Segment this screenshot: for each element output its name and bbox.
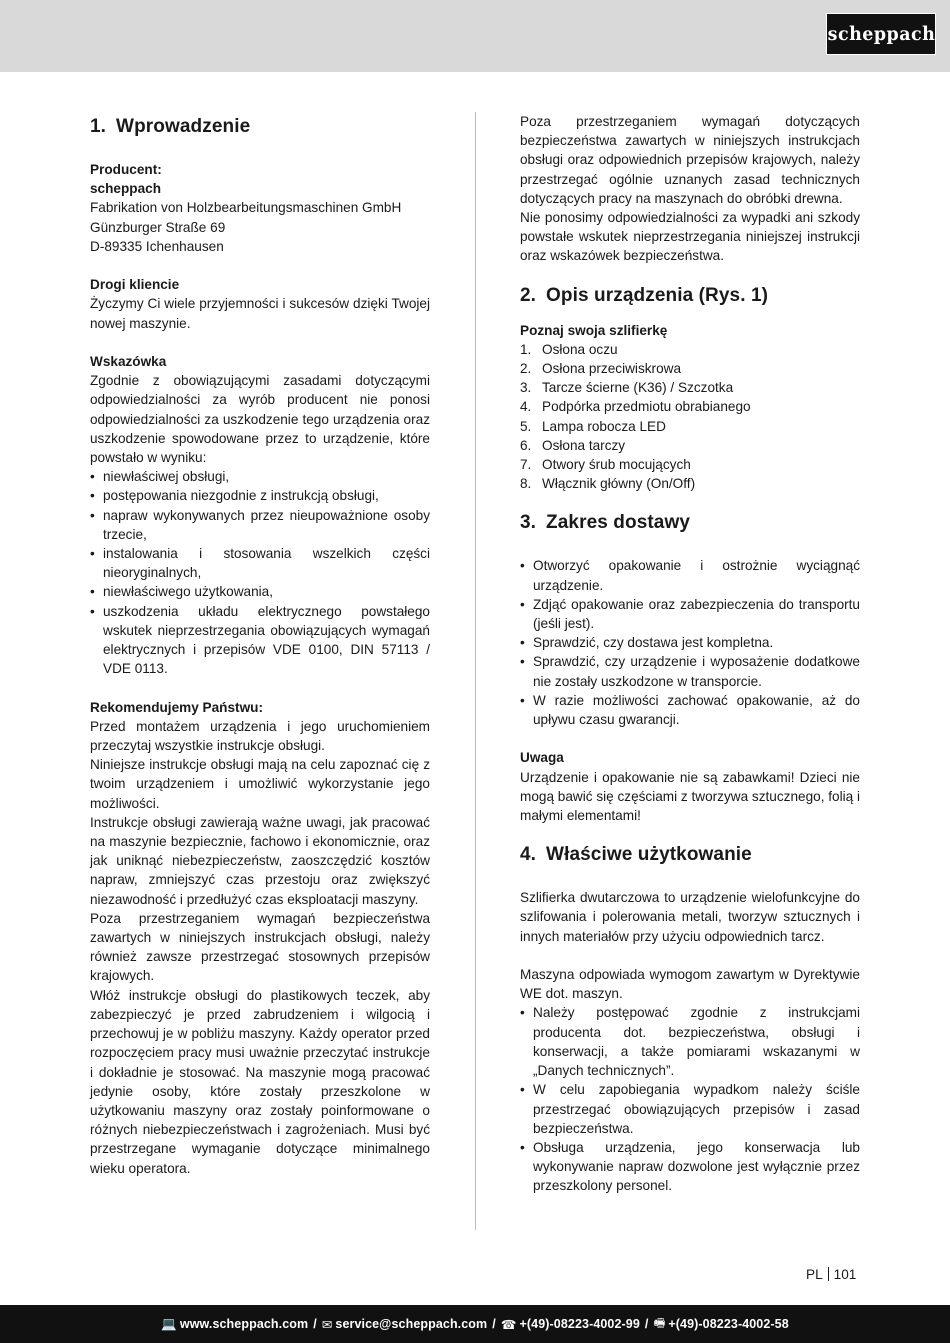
list-item: • W celu zapobiegania wypadkom należy ściśle przestrzegać obowiązujących przepisów i zasad bezpieczeństwa. [520,1080,860,1138]
email-link[interactable]: service@scheppach.com [335,1317,488,1331]
right-column [520,112,860,1196]
left-column [90,112,430,1178]
parts-subheading: Poznaj swoja szlifierkę [520,322,668,338]
hint-label: Wskazówka [90,354,167,369]
hint-list [90,467,430,678]
hint-text: Zgodnie z obowiązującymi zasadami dotyczącymi odpowiedzialności za wyrób producent nie ponosi odpowiedzialności za uszkodzenie tego urządzenia oraz uszkodzenie spowodowane przez to urządzenie, które powstało w wyniku: [90,373,430,466]
recommend-paragraph: Przed montażem urządzenia i jego uruchomieniem przeczytaj wszystkie instrukcje obsługi. [90,718,430,754]
list-item: 4. Podpórka przedmiotu obrabianego [520,399,751,415]
scheppach-logo: scheppach [826,13,936,55]
list-item: 8. Włącznik główny (On/Off) [520,476,696,492]
list-item: 6. Osłona tarczy [520,437,626,453]
section-3-heading: 3. Zakres dostawy [520,512,691,534]
recommend-paragraph: Włóż instrukcje obsługi do plastikowych teczek, aby zabezpieczyć je przed zabrudzeniem i wilgocią i przechowuj je w pobliżu maszyny. Każdy operator przed rozpoczęciem pracy musi uważnie przeczytać instrukcje i dokładnie je stosować. Na maszynie mogą pracować jedynie osoby, które zostały przeszkolone w użytkowaniu maszyny oraz zostały poinformowane o różnych niebezpieczeństwach i zagrożeniach. Musi być przestrzegane wymaganie dotyczące minimalnego wieku operatora. [90,987,430,1176]
list-item: • Otworzyć opakowanie i ostrożnie wyciągnąć urządzenie. [520,556,860,594]
producer-label: Producent: [90,162,162,177]
usage-paragraph: Maszyna odpowiada wymogom zawartym w Dyrektywie WE dot. maszyn. [520,967,860,1002]
list-item: • postępowania niezgodnie z instrukcją obsługi, [90,486,430,505]
phone-icon: ☎ [500,1317,517,1332]
list-item: • niewłaściwej obsługi, [90,467,430,486]
list-item: • Obsługa urządzenia, jego konserwacja lub wykonywanie napraw dozwolone jest wyłącznie przez przeszkolony personel. [520,1138,860,1196]
list-item: 5. Lampa robocza LED [520,418,666,434]
list-item: • napraw wykonywanych przez nieupoważnione osoby trzecie, [90,506,430,544]
phone-number: +(49)-08223-4002-99 [519,1317,640,1331]
list-item: • niewłaściwego użytkowania, [90,582,430,601]
producer-company: Fabrikation von Holzbearbeitungsmaschinen GmbH [90,200,402,216]
delivery-list [520,556,860,729]
intro-paragraph: Poza przestrzeganiem wymagań dotyczących bezpieczeństwa zawartych w niniejszych instrukcjach obsługi oraz odpowiednich przepisów krajowych, należy przestrzegać ogólnie uznanych zasad technicznych dotyczących pracy na maszynach do obróbki drewna. [520,114,860,206]
usage-paragraph: Szlifierka dwutarczowa to urządzenie wielofunkcyjne do szlifowania i polerowania metali, tworzyw sztucznych i innych materiałów przy użyciu odpowiednich tarcz. [520,890,860,944]
recommend-paragraph: Poza przestrzeganiem wymagań bezpieczeństwa zawartych w niniejszych instrukcjach obsługi, należy również zawsze przestrzegać stosownych przepisów krajowych. [90,910,430,984]
list-item: 7. Otwory śrub mocujących [520,457,691,473]
section-1-heading: 1. Wprowadzenie [90,116,251,137]
list-item: • W razie możliwości zachować opakowanie, aż do upływu czasu gwarancji. [520,691,860,729]
fax-number: +(49)-08223-4002-58 [668,1317,789,1331]
list-item: 2. Osłona przeciwiskrowa [520,361,682,377]
producer-name: scheppach [90,181,162,197]
list-item: • uszkodzenia układu elektrycznego powstałego wskutek nieprzestrzegania obowiązujących wymagań elektrycznych i przepisów VDE 0100, DIN 57113 / VDE 0113. [90,602,430,679]
list-item: • Sprawdzić, czy dostawa jest kompletna. [520,633,860,652]
section-2-heading: 2. Opis urządzenia (Rys. 1) [520,284,769,306]
usage-list [520,1003,860,1195]
column-divider [475,112,476,1230]
recommend-label: Rekomendujemy Państwu: [90,699,263,715]
mail-icon: ✉ [321,1317,333,1332]
list-item: • Zdjąć opakowanie oraz zabezpieczenia do transportu (jeśli jest). [520,595,860,633]
page-number: PL 101 [806,1267,857,1282]
note-label: Uwaga [520,750,564,766]
header-bar [0,0,950,72]
customers-text: Życzymy Ci wiele przyjemności i sukcesów dzięki Twojej nowej maszynie. [90,296,430,331]
recommend-paragraph: Niniejsze instrukcje obsługi mają na celu zapoznać cię z twoim urządzeniem i umożliwić wykorzystanie jego możliwości. [90,757,430,811]
list-item: 3. Tarcze ścierne (K36) / Szczotka [520,380,734,396]
section-4-heading: 4. Właściwe użytkowanie [520,844,752,866]
producer-city: D-89335 Ichenhausen [90,238,224,254]
note-text: Urządzenie i opakowanie nie są zabawkami! Dzieci nie mogą bawić się częściami z tworzywa sztucznego, folią i małymi elementami! [520,769,860,824]
fax-icon: 🖷 [653,1315,666,1330]
intro-paragraph: Nie ponosimy odpowiedzialności za wypadki ani szkody powstałe wskutek nieprzestrzegania niniejszej instrukcji oraz wskazówek bezpieczeństwa. [520,210,860,264]
list-item: • instalowania i stosowania wszelkich części nieoryginalnych, [90,544,430,582]
list-item: • Należy postępować zgodnie z instrukcjami producenta dot. bezpieczeństwa, obsługi i konserwacji, a także pomiarami wskazanymi w „Danych technicznych”. [520,1003,860,1080]
parts-list [520,340,860,494]
list-item: • Sprawdzić, czy urządzenie i wyposażenie dodatkowe nie zostały uszkodzone w transporcie. [520,652,860,690]
producer-street: Günzburger Straße 69 [90,219,226,235]
recommend-paragraph: Instrukcje obsługi zawierają ważne uwagi, jak pracować na maszynie bezpiecznie, fachowo i ekonomicznie, oraz jak uniknąć niebezpieczeństw, zaoszczędzić kosztów napraw, zmniejszyć czas przestoju oraz zwiększyć niezawodność i przedłużyć czas eksploatacji maszyny. [90,814,430,907]
customers-label: Drogi kliencie [90,277,180,293]
list-item: 1. Osłona oczu [520,341,618,357]
computer-icon: 💻 [161,1316,177,1331]
footer-bar: 💻 www.scheppach.com / ✉ service@scheppach.com / ☎ +(49)-08223-4002-99 / 🖷 +(49)-08223-4002-58 [0,1305,950,1343]
website-link[interactable]: www.scheppach.com [179,1317,309,1331]
